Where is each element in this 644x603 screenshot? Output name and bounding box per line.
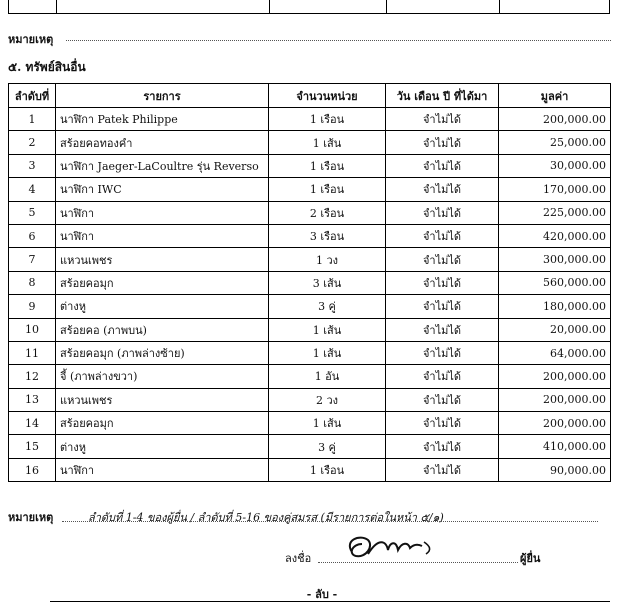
table-row bbox=[9, 341, 611, 364]
header-item: รายการ bbox=[56, 84, 269, 108]
signature-image bbox=[338, 532, 448, 564]
cell-quantity: 2 เรือน bbox=[269, 201, 386, 224]
cell-index: 5 bbox=[9, 201, 56, 224]
cell-date: จำไม่ได้ bbox=[386, 271, 499, 294]
cell-item: สร้อยคอ (ภาพบน) bbox=[56, 318, 269, 341]
cell-date: จำไม่ได้ bbox=[386, 248, 499, 271]
cell-value: 180,000.00 bbox=[499, 295, 611, 318]
cell-date: จำไม่ได้ bbox=[386, 365, 499, 388]
cell-index: 2 bbox=[9, 131, 56, 154]
cell-quantity: 3 เรือน bbox=[269, 224, 386, 247]
cell-quantity: 1 เส้น bbox=[269, 341, 386, 364]
cell-index: 14 bbox=[9, 412, 56, 435]
table-row bbox=[9, 248, 611, 271]
sign-label: ลงชื่อ bbox=[285, 552, 312, 565]
cell-item: สร้อยคอมุก bbox=[56, 412, 269, 435]
cell-value: 200,000.00 bbox=[499, 388, 611, 411]
table-row bbox=[9, 108, 611, 131]
cell-value: 90,000.00 bbox=[499, 458, 611, 481]
signer-label: ผู้ยื่น bbox=[520, 552, 541, 565]
footer-remark-label: หมายเหตุ bbox=[8, 511, 54, 524]
cell-index: 16 bbox=[9, 458, 56, 481]
cell-quantity: 1 เส้น bbox=[269, 131, 386, 154]
cell-value: 420,000.00 bbox=[499, 224, 611, 247]
cell-item: สร้อยคอทองคำ bbox=[56, 131, 269, 154]
table-divider bbox=[386, 0, 387, 13]
cell-item: นาฬิกา Patek Philippe bbox=[56, 108, 269, 131]
cell-item: ต่างหู bbox=[56, 435, 269, 458]
cell-item: นาฬิกา bbox=[56, 458, 269, 481]
cell-date: จำไม่ได้ bbox=[386, 435, 499, 458]
cell-date: จำไม่ได้ bbox=[386, 458, 499, 481]
cell-value: 200,000.00 bbox=[499, 412, 611, 435]
cell-item: นาฬิกา IWC bbox=[56, 178, 269, 201]
cell-index: 7 bbox=[9, 248, 56, 271]
cell-value: 560,000.00 bbox=[499, 271, 611, 294]
table-divider bbox=[499, 0, 500, 13]
cell-index: 12 bbox=[9, 365, 56, 388]
secret-label: - ลับ - bbox=[306, 588, 338, 601]
cell-quantity: 1 เรือน bbox=[269, 458, 386, 481]
cell-index: 8 bbox=[9, 271, 56, 294]
page-divider bbox=[50, 601, 610, 602]
cell-index: 15 bbox=[9, 435, 56, 458]
cell-quantity: 1 เรือน bbox=[269, 154, 386, 177]
cell-quantity: 1 อัน bbox=[269, 365, 386, 388]
table-row bbox=[9, 318, 611, 341]
cell-index: 13 bbox=[9, 388, 56, 411]
cell-date: จำไม่ได้ bbox=[386, 412, 499, 435]
table-row bbox=[9, 224, 611, 247]
cell-date: จำไม่ได้ bbox=[386, 318, 499, 341]
table-divider bbox=[56, 0, 57, 13]
cell-date: จำไม่ได้ bbox=[386, 154, 499, 177]
table-row bbox=[9, 365, 611, 388]
table-row bbox=[9, 458, 611, 481]
header-value: มูลค่า bbox=[499, 84, 611, 108]
remark-label: หมายเหตุ bbox=[8, 33, 54, 46]
cell-value: 20,000.00 bbox=[499, 318, 611, 341]
cell-index: 11 bbox=[9, 341, 56, 364]
cell-item: จี้ (ภาพล่างขวา) bbox=[56, 365, 269, 388]
cell-index: 9 bbox=[9, 295, 56, 318]
cell-quantity: 1 เส้น bbox=[269, 412, 386, 435]
cell-item: สร้อยคอมุก (ภาพล่างซ้าย) bbox=[56, 341, 269, 364]
header-quantity: จำนวนหน่วย bbox=[269, 84, 386, 108]
cell-index: 3 bbox=[9, 154, 56, 177]
cell-item: นาฬิกา bbox=[56, 224, 269, 247]
header-index: ลำดับที่ bbox=[9, 84, 56, 108]
table-row bbox=[9, 295, 611, 318]
cell-index: 6 bbox=[9, 224, 56, 247]
cell-value: 64,000.00 bbox=[499, 341, 611, 364]
cell-date: จำไม่ได้ bbox=[386, 131, 499, 154]
cell-quantity: 3 คู่ bbox=[269, 435, 386, 458]
table-divider bbox=[269, 0, 270, 13]
cell-value: 170,000.00 bbox=[499, 178, 611, 201]
cell-date: จำไม่ได้ bbox=[386, 341, 499, 364]
section-title: ๕. ทรัพย์สินอื่น bbox=[8, 60, 86, 74]
cell-quantity: 1 วง bbox=[269, 248, 386, 271]
cell-value: 200,000.00 bbox=[499, 108, 611, 131]
previous-table-fragment bbox=[8, 0, 610, 14]
table-row bbox=[9, 178, 611, 201]
cell-index: 1 bbox=[9, 108, 56, 131]
cell-quantity: 2 วง bbox=[269, 388, 386, 411]
table-row bbox=[9, 201, 611, 224]
table-row bbox=[9, 435, 611, 458]
cell-index: 10 bbox=[9, 318, 56, 341]
table-row bbox=[9, 154, 611, 177]
cell-item: สร้อยคอมุก bbox=[56, 271, 269, 294]
cell-item: แหวนเพชร bbox=[56, 388, 269, 411]
cell-item: นาฬิกา bbox=[56, 201, 269, 224]
cell-item: นาฬิกา Jaeger-LaCoultre รุ่น Reverso bbox=[56, 154, 269, 177]
cell-date: จำไม่ได้ bbox=[386, 201, 499, 224]
cell-item: ต่างหู bbox=[56, 295, 269, 318]
cell-date: จำไม่ได้ bbox=[386, 388, 499, 411]
cell-quantity: 3 เส้น bbox=[269, 271, 386, 294]
table-row bbox=[9, 131, 611, 154]
cell-value: 200,000.00 bbox=[499, 365, 611, 388]
cell-value: 225,000.00 bbox=[499, 201, 611, 224]
cell-index: 4 bbox=[9, 178, 56, 201]
table-row bbox=[9, 388, 611, 411]
cell-date: จำไม่ได้ bbox=[386, 108, 499, 131]
signature-line bbox=[318, 562, 518, 563]
cell-date: จำไม่ได้ bbox=[386, 295, 499, 318]
table-row bbox=[9, 412, 611, 435]
assets-table bbox=[8, 83, 611, 482]
cell-item: แหวนเพชร bbox=[56, 248, 269, 271]
cell-quantity: 1 เรือน bbox=[269, 178, 386, 201]
dotted-line bbox=[62, 521, 598, 522]
cell-date: จำไม่ได้ bbox=[386, 224, 499, 247]
cell-quantity: 1 เส้น bbox=[269, 318, 386, 341]
table-row bbox=[9, 271, 611, 294]
cell-date: จำไม่ได้ bbox=[386, 178, 499, 201]
cell-value: 410,000.00 bbox=[499, 435, 611, 458]
cell-value: 30,000.00 bbox=[499, 154, 611, 177]
dotted-line bbox=[66, 40, 611, 41]
cell-value: 300,000.00 bbox=[499, 248, 611, 271]
cell-quantity: 3 คู่ bbox=[269, 295, 386, 318]
cell-value: 25,000.00 bbox=[499, 131, 611, 154]
footer-remark-text: ลำดับที่ 1-4 ของผู้ยื่น / ลำดับที่ 5-16 ของคู่สมรส (มีรายการต่อในหน้า ๕/๑) bbox=[88, 511, 444, 524]
cell-quantity: 1 เรือน bbox=[269, 108, 386, 131]
table-header-row bbox=[9, 84, 611, 108]
header-date: วัน เดือน ปี ที่ได้มา bbox=[386, 84, 499, 108]
